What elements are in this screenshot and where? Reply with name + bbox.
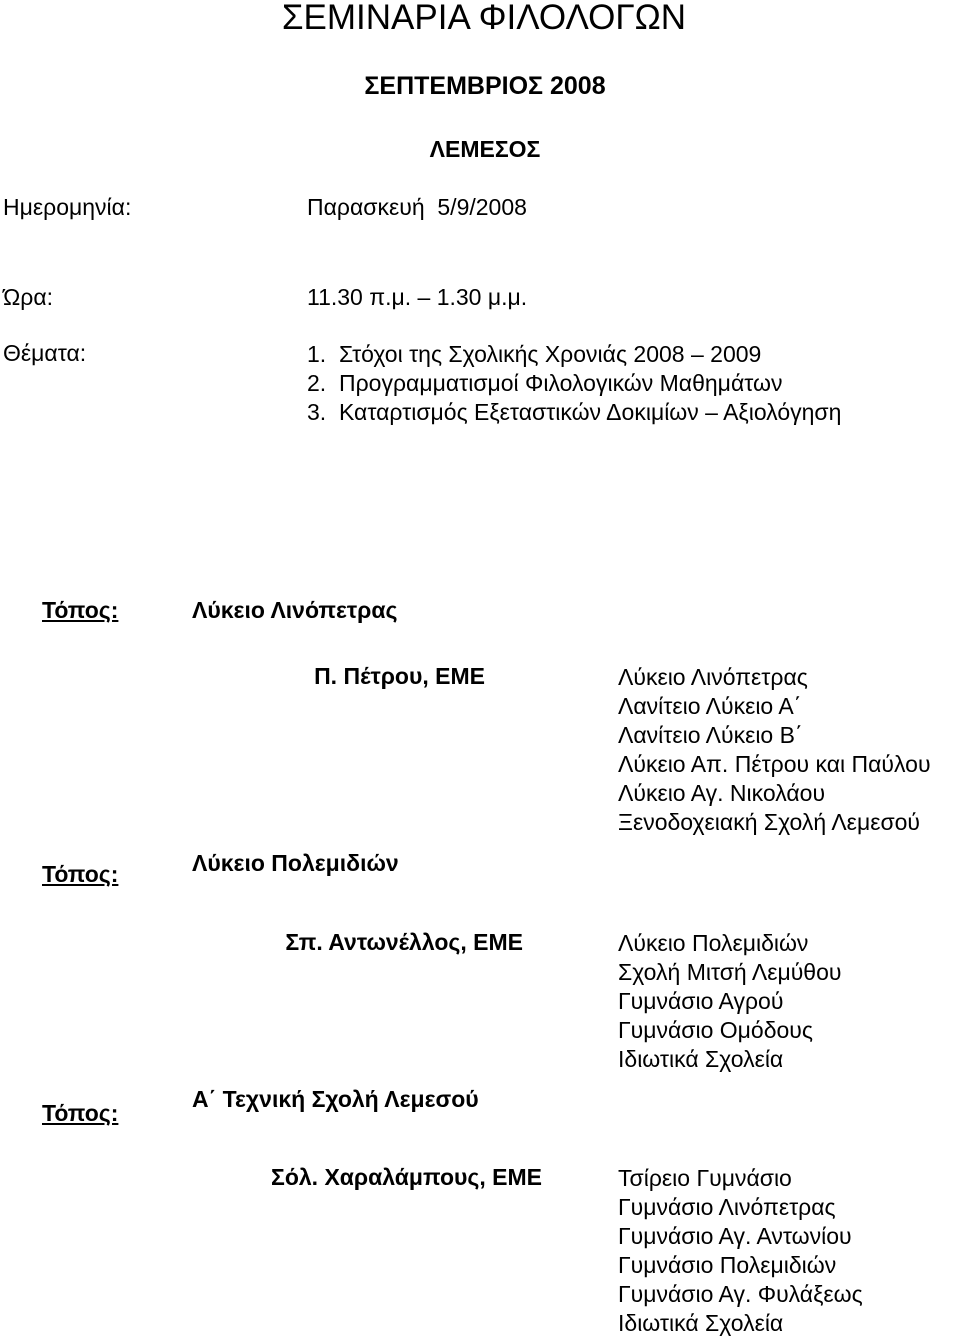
- topics-label: Θέματα:: [3, 340, 87, 366]
- topic-item: 3. Καταρτισμός Εξεταστικών Δοκιμίων – Αξιολόγηση: [307, 399, 842, 425]
- venue-name: Λύκειο Λινόπετρας: [192, 597, 398, 623]
- topic-item: 2. Προγραμματισμοί Φιλολογικών Μαθημάτων: [307, 370, 783, 396]
- venue-label: Τόπος:: [42, 861, 119, 887]
- school-item: Λύκειο Απ. Πέτρου και Παύλου: [618, 751, 931, 777]
- venue-coordinator: Σόλ. Χαραλάμπους, ΕΜΕ: [271, 1164, 542, 1190]
- school-item: Γυμνάσιο Ομόδους: [618, 1017, 813, 1043]
- venue-coordinator: Π. Πέτρου, ΕΜΕ: [314, 663, 485, 689]
- school-item: Λύκειο Λινόπετρας: [618, 664, 808, 690]
- school-item: Λύκειο Πολεμιδιών: [618, 930, 809, 956]
- school-item: Γυμνάσιο Λινόπετρας: [618, 1194, 836, 1220]
- school-item: Σχολή Μιτσή Λεμύθου: [618, 959, 842, 985]
- time-value: 11.30 π.μ. – 1.30 μ.μ.: [307, 284, 528, 310]
- topics-list: [307, 340, 841, 427]
- document-subtitle: ΣΕΠΤΕΜΒΡΙΟΣ 2008: [364, 72, 606, 100]
- venue-schools-list: [618, 929, 841, 1074]
- school-item: Λανίτειο Λύκειο Α΄: [618, 693, 802, 719]
- venue-label: Τόπος:: [42, 597, 119, 623]
- date-value: Παρασκευή 5/9/2008: [307, 194, 527, 220]
- school-item: Γυμνάσιο Αγ. Αντωνίου: [618, 1223, 852, 1249]
- venue-schools-list: [618, 1164, 863, 1338]
- venue-coordinator: Σπ. Αντωνέλλος, ΕΜΕ: [285, 929, 523, 955]
- venue-schools-list: [618, 663, 931, 837]
- school-item: Λύκειο Αγ. Νικολάου: [618, 780, 826, 806]
- venue-name: Λύκειο Πολεμιδιών: [192, 850, 399, 876]
- school-item: Γυμνάσιο Αγρού: [618, 988, 784, 1014]
- school-item: Τσίρειο Γυμνάσιο: [618, 1165, 792, 1191]
- topic-item: 1. Στόχοι της Σχολικής Χρονιάς 2008 – 2009: [307, 341, 762, 367]
- venue-label: Τόπος:: [42, 1100, 119, 1126]
- school-item: Ιδιωτικά Σχολεία: [618, 1310, 784, 1336]
- venue-name: Α΄ Τεχνική Σχολή Λεμεσού: [192, 1086, 479, 1112]
- date-label: Ημερομηνία:: [3, 194, 132, 220]
- school-item: Γυμνάσιο Αγ. Φυλάξεως: [618, 1281, 863, 1307]
- document-title: ΣΕΜΙΝΑΡΙΑ ΦΙΛΟΛΟΓΩΝ: [281, 0, 687, 37]
- school-item: Ιδιωτικά Σχολεία: [618, 1046, 784, 1072]
- school-item: Λανίτειο Λύκειο Β΄: [618, 722, 803, 748]
- city-heading: ΛΕΜΕΣΟΣ: [429, 136, 541, 162]
- time-label: Ώρα:: [3, 284, 54, 310]
- school-item: Γυμνάσιο Πολεμιδιών: [618, 1252, 837, 1278]
- school-item: Ξενοδοχειακή Σχολή Λεμεσού: [618, 809, 921, 835]
